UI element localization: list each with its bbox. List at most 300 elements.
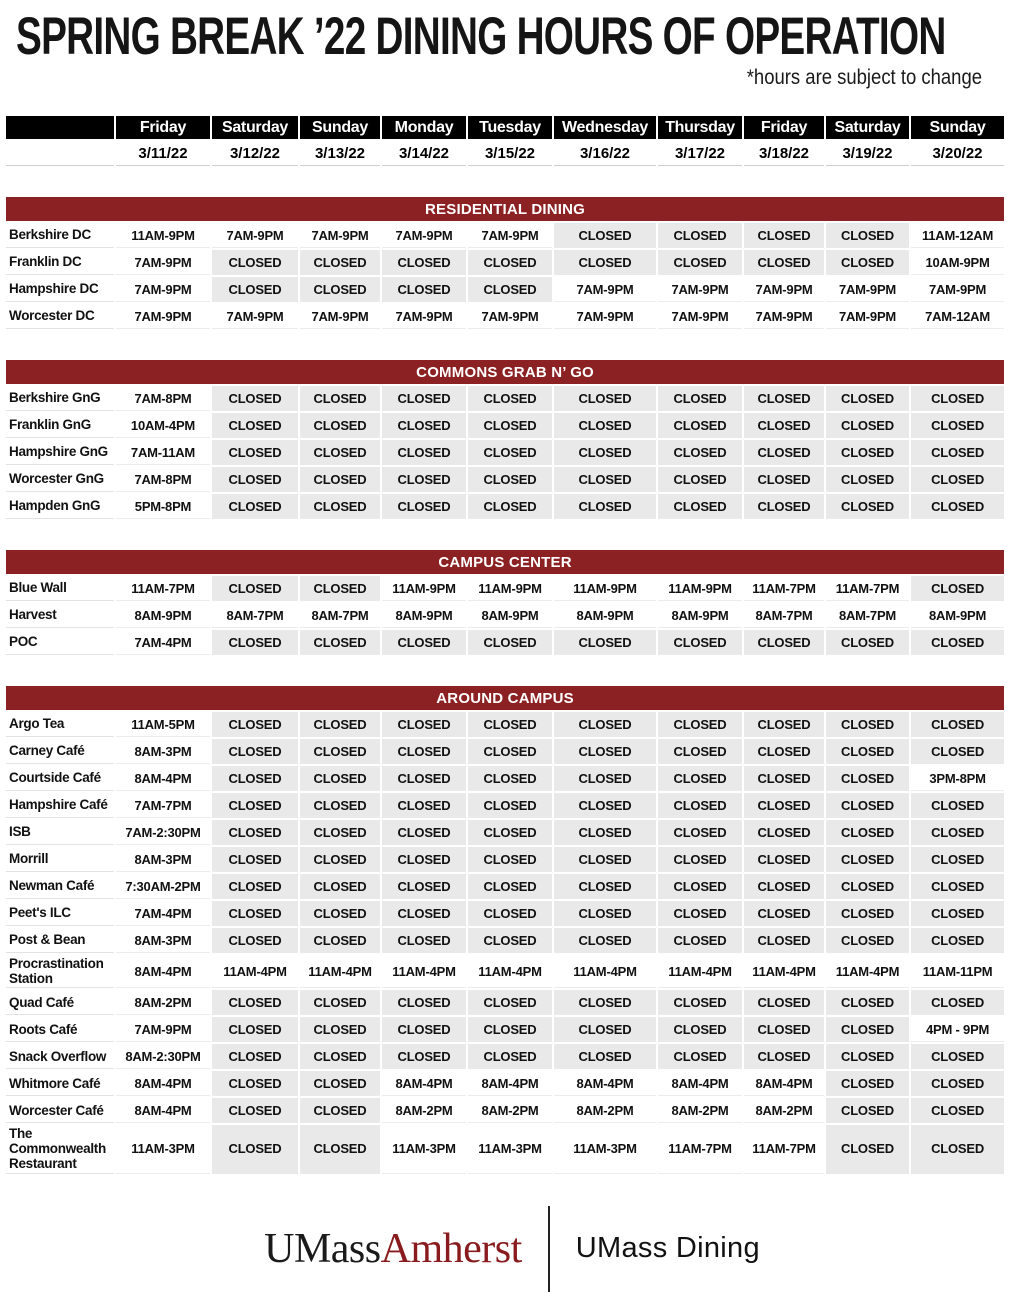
- table-row: [6, 928, 1004, 953]
- closed-cell: CLOSED: [468, 277, 552, 302]
- hours-cell: 7AM-9PM: [468, 304, 552, 329]
- closed-cell: CLOSED: [826, 1017, 909, 1042]
- section-table: [4, 358, 1006, 521]
- hours-cell: 8AM-7PM: [212, 603, 298, 628]
- closed-cell: CLOSED: [212, 467, 298, 492]
- hours-cell: 7AM-9PM: [744, 277, 824, 302]
- closed-cell: CLOSED: [554, 1017, 656, 1042]
- umass-dining-label: UMass Dining: [575, 1232, 760, 1265]
- closed-cell: CLOSED: [826, 1098, 909, 1123]
- closed-cell: CLOSED: [468, 793, 552, 818]
- closed-cell: CLOSED: [382, 467, 466, 492]
- closed-cell: CLOSED: [554, 630, 656, 655]
- closed-cell: CLOSED: [658, 223, 742, 248]
- date-header: 3/18/22: [744, 141, 824, 166]
- location-label: Blue Wall: [6, 576, 114, 601]
- closed-cell: CLOSED: [911, 928, 1004, 953]
- closed-cell: CLOSED: [212, 576, 298, 601]
- closed-cell: CLOSED: [911, 494, 1004, 519]
- hours-cell: 11AM-9PM: [658, 576, 742, 601]
- closed-cell: CLOSED: [744, 739, 824, 764]
- closed-cell: CLOSED: [658, 386, 742, 411]
- closed-cell: CLOSED: [826, 990, 909, 1015]
- hours-cell: 5PM-8PM: [116, 494, 210, 519]
- closed-cell: CLOSED: [658, 630, 742, 655]
- hours-cell: 7AM-8PM: [116, 467, 210, 492]
- hours-cell: 8AM-3PM: [116, 928, 210, 953]
- closed-cell: CLOSED: [911, 576, 1004, 601]
- hours-cell: 11AM-12AM: [911, 223, 1004, 248]
- closed-cell: CLOSED: [212, 494, 298, 519]
- hours-cell: 11AM-4PM: [382, 955, 466, 988]
- closed-cell: CLOSED: [212, 928, 298, 953]
- closed-cell: CLOSED: [658, 413, 742, 438]
- closed-cell: CLOSED: [212, 440, 298, 465]
- closed-cell: CLOSED: [554, 928, 656, 953]
- closed-cell: CLOSED: [300, 1017, 380, 1042]
- closed-cell: CLOSED: [658, 874, 742, 899]
- location-label: Hampshire DC: [6, 277, 114, 302]
- closed-cell: CLOSED: [212, 277, 298, 302]
- closed-cell: CLOSED: [300, 847, 380, 872]
- closed-cell: CLOSED: [554, 739, 656, 764]
- hours-cell: 8AM-7PM: [300, 603, 380, 628]
- hours-cell: 11AM-7PM: [744, 1125, 824, 1173]
- page: [0, 7, 1024, 1278]
- closed-cell: CLOSED: [826, 494, 909, 519]
- closed-cell: CLOSED: [826, 712, 909, 737]
- hours-cell: 7AM-12AM: [911, 304, 1004, 329]
- location-label: Argo Tea: [6, 712, 114, 737]
- day-header: Sunday: [911, 116, 1004, 139]
- day-header-row: [6, 116, 1004, 139]
- closed-cell: CLOSED: [382, 712, 466, 737]
- hours-cell: 7AM-9PM: [658, 277, 742, 302]
- logo-amherst-text: Amherst: [380, 1225, 522, 1272]
- closed-cell: CLOSED: [744, 766, 824, 791]
- footer-logo: [0, 1206, 1024, 1292]
- closed-cell: CLOSED: [382, 820, 466, 845]
- location-label: Post & Bean: [6, 928, 114, 953]
- table-row: [6, 1044, 1004, 1069]
- hours-cell: 8AM-4PM: [658, 1071, 742, 1096]
- table-row: [6, 901, 1004, 926]
- hours-cell: 8AM-3PM: [116, 847, 210, 872]
- day-header: Saturday: [826, 116, 909, 139]
- hours-cell: 11AM-3PM: [468, 1125, 552, 1173]
- closed-cell: CLOSED: [554, 847, 656, 872]
- day-header: Thursday: [658, 116, 742, 139]
- table-row: [6, 250, 1004, 275]
- date-header: 3/19/22: [826, 141, 909, 166]
- closed-cell: CLOSED: [300, 250, 380, 275]
- closed-cell: CLOSED: [300, 277, 380, 302]
- closed-cell: CLOSED: [744, 874, 824, 899]
- hours-cell: 8AM-9PM: [116, 603, 210, 628]
- closed-cell: CLOSED: [554, 820, 656, 845]
- closed-cell: CLOSED: [300, 820, 380, 845]
- location-label: Hampshire GnG: [6, 440, 114, 465]
- hours-cell: 8AM-7PM: [826, 603, 909, 628]
- hours-cell: 11AM-11PM: [911, 955, 1004, 988]
- hours-cell: 7AM-9PM: [911, 277, 1004, 302]
- page-title: SPRING BREAK ’22 DINING HOURS OF OPERATION: [16, 7, 946, 66]
- closed-cell: CLOSED: [554, 413, 656, 438]
- closed-cell: CLOSED: [744, 901, 824, 926]
- closed-cell: CLOSED: [911, 1125, 1004, 1173]
- closed-cell: CLOSED: [911, 386, 1004, 411]
- hours-cell: 11AM-4PM: [212, 955, 298, 988]
- closed-cell: CLOSED: [554, 1044, 656, 1069]
- closed-cell: CLOSED: [468, 712, 552, 737]
- date-header: 3/15/22: [468, 141, 552, 166]
- table-row: [6, 1125, 1004, 1173]
- location-label: Newman Café: [6, 874, 114, 899]
- table-row: [6, 820, 1004, 845]
- date-header: 3/13/22: [300, 141, 380, 166]
- section-header-row: [6, 360, 1004, 384]
- hours-cell: 7AM-9PM: [658, 304, 742, 329]
- table-row: [6, 576, 1004, 601]
- closed-cell: CLOSED: [744, 250, 824, 275]
- closed-cell: CLOSED: [554, 223, 656, 248]
- hours-cell: 11AM-3PM: [554, 1125, 656, 1173]
- table-row: [6, 386, 1004, 411]
- closed-cell: CLOSED: [468, 901, 552, 926]
- hours-cell: 11AM-4PM: [554, 955, 656, 988]
- closed-cell: CLOSED: [300, 928, 380, 953]
- table-row: [6, 1017, 1004, 1042]
- closed-cell: CLOSED: [468, 847, 552, 872]
- closed-cell: CLOSED: [554, 467, 656, 492]
- day-header: Saturday: [212, 116, 298, 139]
- logo-divider-line: [548, 1206, 550, 1292]
- table-row: [6, 494, 1004, 519]
- location-label: Roots Café: [6, 1017, 114, 1042]
- closed-cell: CLOSED: [468, 1017, 552, 1042]
- hours-cell: 11AM-9PM: [468, 576, 552, 601]
- closed-cell: CLOSED: [468, 494, 552, 519]
- closed-cell: CLOSED: [554, 990, 656, 1015]
- closed-cell: CLOSED: [911, 1044, 1004, 1069]
- hours-cell: 7AM-2:30PM: [116, 820, 210, 845]
- closed-cell: CLOSED: [468, 250, 552, 275]
- closed-cell: CLOSED: [300, 386, 380, 411]
- closed-cell: CLOSED: [382, 413, 466, 438]
- date-header: 3/12/22: [212, 141, 298, 166]
- closed-cell: CLOSED: [468, 739, 552, 764]
- hours-cell: 8AM-2PM: [554, 1098, 656, 1123]
- date-header: 3/14/22: [382, 141, 466, 166]
- closed-cell: CLOSED: [468, 1044, 552, 1069]
- hours-cell: 7AM-9PM: [826, 277, 909, 302]
- hours-cell: 7AM-11AM: [116, 440, 210, 465]
- closed-cell: CLOSED: [554, 766, 656, 791]
- section-table: [4, 684, 1006, 1176]
- hours-cell: 8AM-4PM: [116, 955, 210, 988]
- hours-cell: 7AM-9PM: [744, 304, 824, 329]
- week-header-table: [4, 114, 1006, 168]
- table-row: [6, 1098, 1004, 1123]
- closed-cell: CLOSED: [212, 413, 298, 438]
- table-row: [6, 223, 1004, 248]
- hours-cell: 8AM-2:30PM: [116, 1044, 210, 1069]
- location-label: Franklin GnG: [6, 413, 114, 438]
- hours-cell: 10AM-4PM: [116, 413, 210, 438]
- closed-cell: CLOSED: [658, 494, 742, 519]
- closed-cell: CLOSED: [382, 901, 466, 926]
- closed-cell: CLOSED: [300, 413, 380, 438]
- closed-cell: CLOSED: [658, 820, 742, 845]
- closed-cell: CLOSED: [468, 874, 552, 899]
- hours-cell: 8AM-9PM: [468, 603, 552, 628]
- closed-cell: CLOSED: [554, 250, 656, 275]
- hours-cell: 8AM-2PM: [382, 1098, 466, 1123]
- day-header: Sunday: [300, 116, 380, 139]
- closed-cell: CLOSED: [744, 990, 824, 1015]
- closed-cell: CLOSED: [658, 990, 742, 1015]
- closed-cell: CLOSED: [468, 766, 552, 791]
- closed-cell: CLOSED: [911, 413, 1004, 438]
- closed-cell: CLOSED: [658, 1044, 742, 1069]
- hours-cell: 8AM-4PM: [116, 1071, 210, 1096]
- hours-cell: 7AM-4PM: [116, 901, 210, 926]
- hours-cell: 8AM-9PM: [911, 603, 1004, 628]
- closed-cell: CLOSED: [826, 874, 909, 899]
- closed-cell: CLOSED: [911, 440, 1004, 465]
- hours-cell: 8AM-9PM: [382, 603, 466, 628]
- location-label: Hampshire Café: [6, 793, 114, 818]
- day-header: Wednesday: [554, 116, 656, 139]
- table-row: [6, 990, 1004, 1015]
- closed-cell: CLOSED: [212, 712, 298, 737]
- closed-cell: CLOSED: [300, 739, 380, 764]
- hours-cell: 7AM-9PM: [468, 223, 552, 248]
- location-label: Berkshire GnG: [6, 386, 114, 411]
- section-header: CAMPUS CENTER: [6, 550, 1004, 574]
- closed-cell: CLOSED: [826, 820, 909, 845]
- closed-cell: CLOSED: [300, 1098, 380, 1123]
- hours-cell: 10AM-9PM: [911, 250, 1004, 275]
- closed-cell: CLOSED: [300, 990, 380, 1015]
- closed-cell: CLOSED: [826, 386, 909, 411]
- section-header: COMMONS GRAB N’ GO: [6, 360, 1004, 384]
- location-label: Berkshire DC: [6, 223, 114, 248]
- closed-cell: CLOSED: [382, 494, 466, 519]
- hours-cell: 8AM-9PM: [554, 603, 656, 628]
- location-label: ISB: [6, 820, 114, 845]
- location-label: Peet's ILC: [6, 901, 114, 926]
- day-header: Tuesday: [468, 116, 552, 139]
- closed-cell: CLOSED: [744, 494, 824, 519]
- hours-cell: 7AM-8PM: [116, 386, 210, 411]
- hours-cell: 7AM-9PM: [212, 304, 298, 329]
- closed-cell: CLOSED: [382, 847, 466, 872]
- closed-cell: CLOSED: [658, 440, 742, 465]
- hours-cell: 11AM-9PM: [382, 576, 466, 601]
- closed-cell: CLOSED: [658, 766, 742, 791]
- closed-cell: CLOSED: [300, 576, 380, 601]
- closed-cell: CLOSED: [212, 820, 298, 845]
- location-label: Quad Café: [6, 990, 114, 1015]
- closed-cell: CLOSED: [826, 1125, 909, 1173]
- closed-cell: CLOSED: [744, 467, 824, 492]
- table-row: [6, 630, 1004, 655]
- closed-cell: CLOSED: [911, 467, 1004, 492]
- hours-cell: 11AM-3PM: [382, 1125, 466, 1173]
- location-label: Harvest: [6, 603, 114, 628]
- section-header: RESIDENTIAL DINING: [6, 197, 1004, 221]
- closed-cell: CLOSED: [826, 928, 909, 953]
- closed-cell: CLOSED: [382, 630, 466, 655]
- closed-cell: CLOSED: [300, 440, 380, 465]
- section-table: [4, 195, 1006, 331]
- closed-cell: CLOSED: [658, 928, 742, 953]
- logo-umass-text: UMass: [264, 1225, 381, 1272]
- closed-cell: CLOSED: [468, 413, 552, 438]
- closed-cell: CLOSED: [658, 847, 742, 872]
- closed-cell: CLOSED: [382, 739, 466, 764]
- date-header: 3/11/22: [116, 141, 210, 166]
- date-spacer-cell: [6, 141, 114, 166]
- closed-cell: CLOSED: [212, 874, 298, 899]
- hours-cell: 7AM-9PM: [382, 304, 466, 329]
- day-header: Friday: [116, 116, 210, 139]
- closed-cell: CLOSED: [212, 386, 298, 411]
- hours-cell: 3PM-8PM: [911, 766, 1004, 791]
- closed-cell: CLOSED: [744, 820, 824, 845]
- hours-cell: 8AM-7PM: [744, 603, 824, 628]
- hours-cell: 7AM-9PM: [300, 223, 380, 248]
- closed-cell: CLOSED: [744, 1017, 824, 1042]
- location-label: The Commonwealth Restaurant: [6, 1125, 114, 1173]
- hours-cell: 11AM-4PM: [300, 955, 380, 988]
- date-header: 3/17/22: [658, 141, 742, 166]
- closed-cell: CLOSED: [826, 847, 909, 872]
- closed-cell: CLOSED: [658, 793, 742, 818]
- hours-cell: 7AM-9PM: [826, 304, 909, 329]
- closed-cell: CLOSED: [744, 712, 824, 737]
- closed-cell: CLOSED: [744, 386, 824, 411]
- section-table: [4, 548, 1006, 657]
- date-header: 3/20/22: [911, 141, 1004, 166]
- hours-cell: 11AM-9PM: [554, 576, 656, 601]
- location-label: Carney Café: [6, 739, 114, 764]
- hours-cell: 7AM-7PM: [116, 793, 210, 818]
- hours-cell: 8AM-2PM: [116, 990, 210, 1015]
- hours-cell: 8AM-2PM: [468, 1098, 552, 1123]
- hours-cell: 8AM-4PM: [116, 1098, 210, 1123]
- closed-cell: CLOSED: [826, 766, 909, 791]
- hours-cell: 11AM-3PM: [116, 1125, 210, 1173]
- closed-cell: CLOSED: [911, 793, 1004, 818]
- hours-cell: 11AM-4PM: [468, 955, 552, 988]
- closed-cell: CLOSED: [300, 874, 380, 899]
- location-label: Procrastination Station: [6, 955, 114, 988]
- closed-cell: CLOSED: [826, 467, 909, 492]
- closed-cell: CLOSED: [212, 1044, 298, 1069]
- closed-cell: CLOSED: [744, 630, 824, 655]
- hours-cell: 7AM-9PM: [554, 304, 656, 329]
- hours-cell: 11AM-7PM: [826, 576, 909, 601]
- date-header: 3/16/22: [554, 141, 656, 166]
- header-spacer-cell: [6, 116, 114, 139]
- closed-cell: CLOSED: [744, 440, 824, 465]
- hours-cell: 8AM-3PM: [116, 739, 210, 764]
- closed-cell: CLOSED: [300, 712, 380, 737]
- closed-cell: CLOSED: [382, 793, 466, 818]
- closed-cell: CLOSED: [300, 793, 380, 818]
- closed-cell: CLOSED: [911, 739, 1004, 764]
- closed-cell: CLOSED: [826, 1044, 909, 1069]
- hours-cell: 8AM-4PM: [744, 1071, 824, 1096]
- closed-cell: CLOSED: [382, 1044, 466, 1069]
- section-header-row: [6, 686, 1004, 710]
- umass-amherst-logo: [264, 1225, 522, 1272]
- table-row: [6, 955, 1004, 988]
- closed-cell: CLOSED: [300, 1125, 380, 1173]
- closed-cell: CLOSED: [468, 386, 552, 411]
- hours-cell: 8AM-4PM: [554, 1071, 656, 1096]
- location-label: Worcester Café: [6, 1098, 114, 1123]
- hours-cell: 11AM-5PM: [116, 712, 210, 737]
- closed-cell: CLOSED: [826, 739, 909, 764]
- table-row: [6, 277, 1004, 302]
- closed-cell: CLOSED: [212, 766, 298, 791]
- date-header-row: [6, 141, 1004, 166]
- hours-cell: 11AM-7PM: [116, 576, 210, 601]
- table-row: [6, 1071, 1004, 1096]
- hours-cell: 11AM-4PM: [826, 955, 909, 988]
- hours-cell: 11AM-7PM: [744, 576, 824, 601]
- closed-cell: CLOSED: [468, 820, 552, 845]
- closed-cell: CLOSED: [212, 250, 298, 275]
- hours-cell: 11AM-9PM: [116, 223, 210, 248]
- closed-cell: CLOSED: [468, 928, 552, 953]
- hours-cell: 4PM - 9PM: [911, 1017, 1004, 1042]
- closed-cell: CLOSED: [468, 990, 552, 1015]
- table-row: [6, 874, 1004, 899]
- closed-cell: CLOSED: [212, 1017, 298, 1042]
- closed-cell: CLOSED: [911, 847, 1004, 872]
- schedule-tables: [4, 114, 994, 1176]
- closed-cell: CLOSED: [911, 874, 1004, 899]
- table-row: [6, 766, 1004, 791]
- closed-cell: CLOSED: [382, 1017, 466, 1042]
- closed-cell: CLOSED: [911, 1098, 1004, 1123]
- hours-cell: 7AM-4PM: [116, 630, 210, 655]
- day-header: Monday: [382, 116, 466, 139]
- table-row: [6, 304, 1004, 329]
- section-tables-container: [4, 195, 994, 1176]
- closed-cell: CLOSED: [744, 223, 824, 248]
- closed-cell: CLOSED: [554, 440, 656, 465]
- closed-cell: CLOSED: [212, 990, 298, 1015]
- location-label: Worcester GnG: [6, 467, 114, 492]
- closed-cell: CLOSED: [911, 712, 1004, 737]
- hours-cell: 7AM-9PM: [116, 1017, 210, 1042]
- hours-cell: 8AM-4PM: [382, 1071, 466, 1096]
- hours-cell: 11AM-4PM: [744, 955, 824, 988]
- table-row: [6, 712, 1004, 737]
- location-label: Snack Overflow: [6, 1044, 114, 1069]
- closed-cell: CLOSED: [382, 766, 466, 791]
- hours-cell: 7:30AM-2PM: [116, 874, 210, 899]
- table-row: [6, 413, 1004, 438]
- closed-cell: CLOSED: [826, 413, 909, 438]
- closed-cell: CLOSED: [554, 712, 656, 737]
- hours-cell: 7AM-9PM: [382, 223, 466, 248]
